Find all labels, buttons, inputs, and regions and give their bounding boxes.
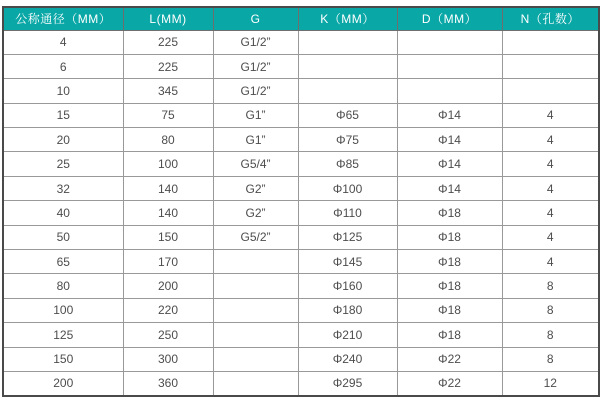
table-cell: 80	[123, 128, 213, 152]
table-cell	[298, 54, 397, 78]
table-cell	[502, 79, 599, 103]
table-cell: 4	[502, 103, 599, 127]
table-row	[3, 274, 599, 298]
table-cell: 8	[502, 347, 599, 371]
table-cell: 4	[3, 30, 123, 54]
table-cell: Φ18	[397, 250, 502, 274]
table-cell	[213, 250, 298, 274]
table-cell: 25	[3, 152, 123, 176]
table-cell: Φ18	[397, 298, 502, 322]
table-cell: Φ295	[298, 371, 397, 396]
table-row	[3, 176, 599, 200]
table-cell: Φ18	[397, 225, 502, 249]
table-row	[3, 30, 599, 54]
table-cell: 225	[123, 54, 213, 78]
table-cell: Φ240	[298, 347, 397, 371]
table-cell	[298, 79, 397, 103]
table-cell: 170	[123, 250, 213, 274]
table-cell: Φ14	[397, 152, 502, 176]
table-cell: Φ210	[298, 323, 397, 347]
table-cell: Φ22	[397, 347, 502, 371]
table-cell: 4	[502, 176, 599, 200]
table-cell: 4	[502, 201, 599, 225]
table-cell: 40	[3, 201, 123, 225]
table-cell	[213, 347, 298, 371]
table-cell: G5/2”	[213, 225, 298, 249]
table-header-cell: 公称通径（MM）	[3, 7, 123, 30]
table-cell: Φ125	[298, 225, 397, 249]
table-cell	[397, 30, 502, 54]
table-header-cell: G	[213, 7, 298, 30]
table-cell: 8	[502, 323, 599, 347]
table-cell	[298, 30, 397, 54]
table-cell: Φ160	[298, 274, 397, 298]
table-cell	[397, 79, 502, 103]
table-cell: 6	[3, 54, 123, 78]
table-cell: 50	[3, 225, 123, 249]
table-row	[3, 323, 599, 347]
table-cell	[397, 54, 502, 78]
table-cell: Φ145	[298, 250, 397, 274]
table-cell: 75	[123, 103, 213, 127]
table-header	[3, 7, 599, 30]
table-cell: Φ180	[298, 298, 397, 322]
table-cell: 360	[123, 371, 213, 396]
table-row	[3, 371, 599, 396]
table-cell: 100	[123, 152, 213, 176]
table-cell: 65	[3, 250, 123, 274]
table-cell: 4	[502, 152, 599, 176]
table-row	[3, 201, 599, 225]
table-row	[3, 298, 599, 322]
table-header-cell: K（MM）	[298, 7, 397, 30]
table-cell: 20	[3, 128, 123, 152]
table-cell: 150	[123, 225, 213, 249]
table-row	[3, 103, 599, 127]
table-cell: G1/2”	[213, 54, 298, 78]
table-cell: 140	[123, 176, 213, 200]
table-cell: Φ14	[397, 176, 502, 200]
table-cell	[213, 274, 298, 298]
table-row	[3, 54, 599, 78]
table-cell: 220	[123, 298, 213, 322]
table-header-cell: L(MM)	[123, 7, 213, 30]
table-row	[3, 225, 599, 249]
table-cell: Φ110	[298, 201, 397, 225]
table-body	[3, 30, 599, 396]
table-cell: 4	[502, 250, 599, 274]
table-row	[3, 152, 599, 176]
table-cell: Φ14	[397, 128, 502, 152]
table-cell: 250	[123, 323, 213, 347]
table-cell: Φ18	[397, 201, 502, 225]
table-cell: 300	[123, 347, 213, 371]
table-cell: 125	[3, 323, 123, 347]
table-row	[3, 347, 599, 371]
table-cell: 140	[123, 201, 213, 225]
table-cell: 225	[123, 30, 213, 54]
table-cell: Φ65	[298, 103, 397, 127]
table-cell: Φ85	[298, 152, 397, 176]
table-cell: G2”	[213, 201, 298, 225]
table-cell: G1/2”	[213, 30, 298, 54]
table-cell: 345	[123, 79, 213, 103]
table-cell: 8	[502, 298, 599, 322]
table-cell: G5/4”	[213, 152, 298, 176]
table-cell: Φ100	[298, 176, 397, 200]
table-cell: 4	[502, 128, 599, 152]
table-cell: 10	[3, 79, 123, 103]
table-row	[3, 128, 599, 152]
table-header-cell: N（孔数）	[502, 7, 599, 30]
table-cell: 200	[3, 371, 123, 396]
table-cell: Φ22	[397, 371, 502, 396]
table-header-cell: D（MM）	[397, 7, 502, 30]
table-cell	[213, 298, 298, 322]
table-cell: 4	[502, 225, 599, 249]
table-cell	[502, 30, 599, 54]
table-cell	[502, 54, 599, 78]
table-cell: Φ14	[397, 103, 502, 127]
table-cell: G1”	[213, 103, 298, 127]
table-cell: 80	[3, 274, 123, 298]
table-cell: 15	[3, 103, 123, 127]
table-cell	[213, 371, 298, 396]
table-cell: Φ75	[298, 128, 397, 152]
table-cell: 100	[3, 298, 123, 322]
table-cell: G1”	[213, 128, 298, 152]
table-header-row	[3, 7, 599, 30]
table-cell: G2”	[213, 176, 298, 200]
table-row	[3, 250, 599, 274]
table-cell: 32	[3, 176, 123, 200]
table-cell: 150	[3, 347, 123, 371]
table-row	[3, 79, 599, 103]
table-cell: G1/2”	[213, 79, 298, 103]
table-cell: 8	[502, 274, 599, 298]
table-cell: 12	[502, 371, 599, 396]
table-cell: 200	[123, 274, 213, 298]
table-cell: Φ18	[397, 274, 502, 298]
table-cell	[213, 323, 298, 347]
dimension-spec-table	[2, 6, 600, 397]
table-cell: Φ18	[397, 323, 502, 347]
